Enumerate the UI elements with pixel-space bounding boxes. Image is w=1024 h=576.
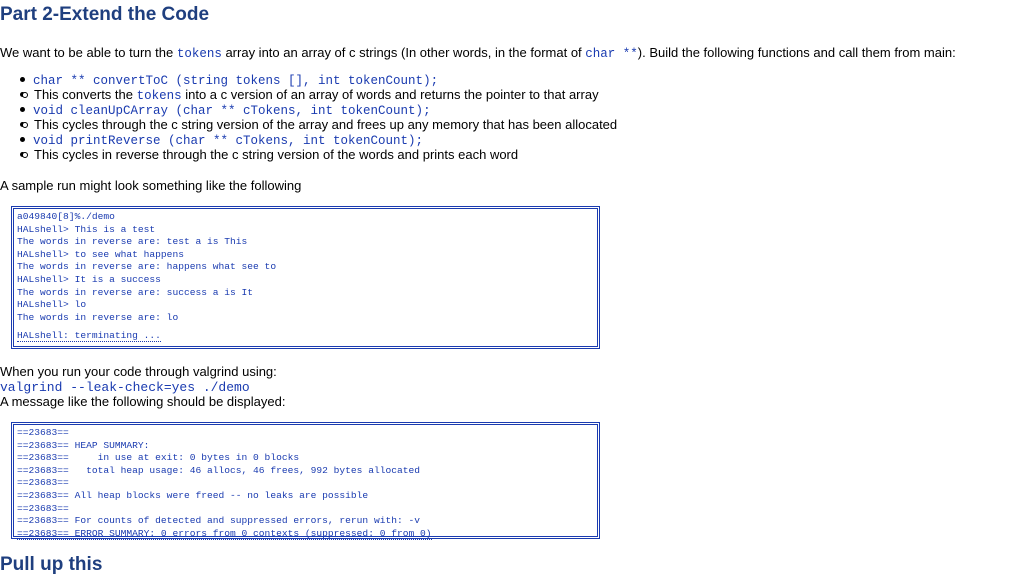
terminal-line: ==23683== HEAP SUMMARY: — [17, 439, 150, 451]
function-list — [0, 72, 617, 162]
function-signature: void printReverse (char ** cTokens, int tokenCount); — [33, 134, 424, 148]
terminal-line: ==23683== ERROR SUMMARY: 0 errors from 0 contexts (suppressed: 0 from 0) — [17, 527, 432, 539]
intro-paragraph — [0, 45, 956, 62]
terminal-line: HALshell: terminating ... — [17, 330, 161, 342]
terminal-line: ==23683== — [17, 477, 69, 489]
intro-code-tokens: tokens — [176, 47, 222, 61]
terminal-line: HALshell> lo — [17, 299, 87, 311]
terminal-line: ==23683== — [17, 502, 69, 514]
description-code-tokens: tokens — [136, 89, 182, 103]
terminal-line: HALshell> It is a success — [17, 273, 161, 285]
terminal-line: The words in reverse are: lo — [17, 311, 179, 323]
intro-text-before: We want to be able to turn the — [0, 45, 177, 60]
terminal-line: ==23683== All heap blocks were freed -- no leaks are possible — [17, 489, 369, 501]
next-section-heading: Pull up this — [0, 554, 103, 575]
function-sublist — [0, 87, 617, 102]
terminal-line: a049840[8]%./demo — [17, 211, 115, 222]
sample-run-box — [11, 206, 600, 349]
intro-text-middle: array into an array of c strings (In other words, in the format of — [221, 45, 586, 60]
function-description-wrap — [0, 147, 617, 162]
valgrind-output-box — [11, 422, 600, 539]
function-description: This cycles through the c string version of the array and frees up any memory that has been allocated — [0, 117, 617, 132]
function-description: This cycles in reverse through the c string version of the words and prints each word — [0, 147, 617, 162]
terminal-line: HALshell> This is a test — [17, 223, 156, 235]
terminal-line: ==23683== — [17, 427, 69, 438]
valgrind-command: valgrind --leak-check=yes ./demo — [0, 380, 250, 395]
terminal-line: The words in reverse are: test a is This — [17, 236, 248, 248]
function-description-wrap — [0, 117, 617, 132]
terminal-line: ==23683== total heap usage: 46 allocs, 46 frees, 992 bytes allocated — [17, 464, 421, 476]
terminal-line: ==23683== For counts of detected and suppressed errors, rerun with: -v — [17, 515, 421, 527]
intro-text-after: ). Build the following functions and call them from main: — [637, 45, 956, 60]
function-signature: void cleanUpCArray (char ** cTokens, int tokenCount); — [33, 104, 431, 118]
function-signature: char ** convertToC (string tokens [], int tokenCount); — [33, 74, 439, 88]
function-description: This converts the tokens into a c version of an array of words and returns the pointer to that array — [0, 87, 617, 102]
intro-code-char-pp: char ** — [585, 47, 638, 61]
function-description-wrap — [0, 87, 617, 102]
function-item — [0, 132, 617, 147]
terminal-line: HALshell> to see what happens — [17, 248, 184, 260]
function-sublist — [0, 117, 617, 132]
function-sublist — [0, 147, 617, 162]
page-title: Part 2-Extend the Code — [0, 4, 210, 25]
terminal-line: The words in reverse are: success a is It — [17, 286, 254, 298]
function-item — [0, 102, 617, 117]
terminal-line: The words in reverse are: happens what see to — [17, 261, 277, 273]
sample-intro: A sample run might look something like the following — [0, 178, 302, 193]
valgrind-after: A message like the following should be displayed: — [0, 394, 286, 409]
function-item — [0, 72, 617, 87]
valgrind-intro: When you run your code through valgrind using: — [0, 364, 277, 379]
terminal-line: ==23683== in use at exit: 0 bytes in 0 blocks — [17, 452, 300, 464]
